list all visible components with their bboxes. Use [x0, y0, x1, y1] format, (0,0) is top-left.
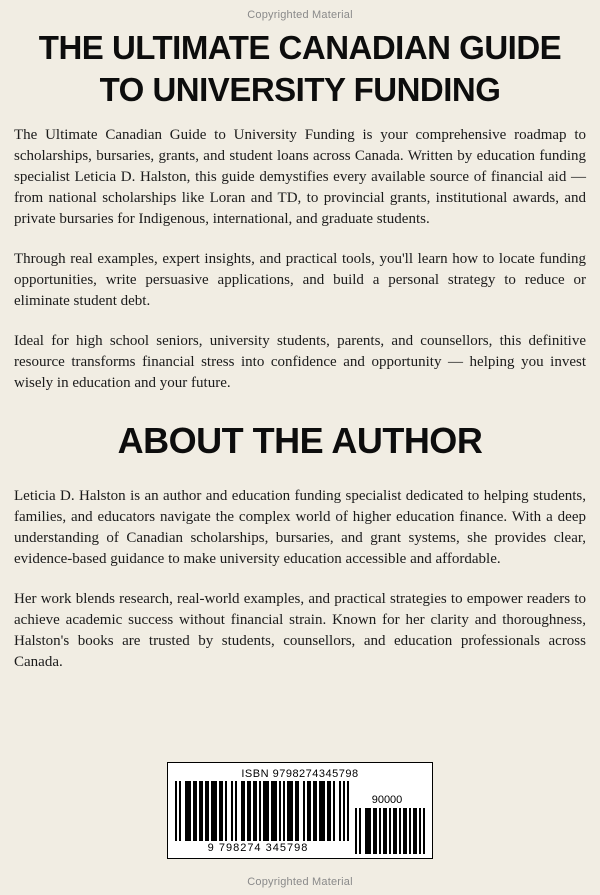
copyright-notice-top: Copyrighted Material [247, 9, 353, 21]
isbn-label: ISBN 9798274345798 [241, 768, 359, 780]
book-title [10, 27, 590, 111]
isbn-digits: 9 798274 345798 [207, 842, 309, 854]
copyright-notice-bottom: Copyrighted Material [247, 876, 353, 888]
description-paragraph-2: Through real examples, expert insights, and practical tools, you'll learn how to locate funding opportunities, write persuasive applications, and build a personal strategy to reduce or eliminate student debt. [14, 251, 586, 310]
description-paragraph-3: Ideal for high school seniors, university students, parents, and counsellors, this definitive resource transforms financial stress into confidence and opportunity — helping you invest wisely in education and your future. [14, 333, 586, 392]
barcode-bars-addon [355, 808, 419, 854]
back-cover-text [0, 125, 600, 673]
barcode-body [175, 781, 425, 854]
author-paragraph-2: Her work blends research, real-world examples, and practical strategies to empower readers to achieve academic success without financial strain. Known for her clarity and thoroughness, Halston's books are trusted by students, counsellors, and education professionals across Canada. [14, 591, 586, 671]
barcode-panel [167, 762, 433, 859]
barcode-addon-group [349, 794, 425, 854]
barcode-bars-main [175, 781, 341, 841]
barcode-main-group [175, 781, 341, 854]
book-title-line2: TO UNIVERSITY FUNDING [99, 71, 501, 109]
about-the-author-heading: ABOUT THE AUTHOR [117, 420, 483, 462]
book-title-line1: THE ULTIMATE CANADIAN GUIDE [38, 29, 562, 66]
price-code: 90000 [371, 794, 403, 806]
description-paragraph-1: The Ultimate Canadian Guide to University Funding is your comprehensive roadmap to scholarships, bursaries, grants, and student loans across Canada. Written by education funding specialist Leticia D. Halston, this guide demystifies every available source of financial aid — from national scholarships like Loran and TD, to provincial grants, institutional awards, and private bursaries for Indigenous, international, and graduate students. [14, 127, 586, 228]
author-paragraph-1: Leticia D. Halston is an author and education funding specialist dedicated to helping students, families, and educators navigate the complex world of higher education finance. With a deep understanding of Canadian scholarships, bursaries, and grant systems, she provides clear, evidence-based guidance to make university education accessible and affordable. [14, 488, 586, 568]
